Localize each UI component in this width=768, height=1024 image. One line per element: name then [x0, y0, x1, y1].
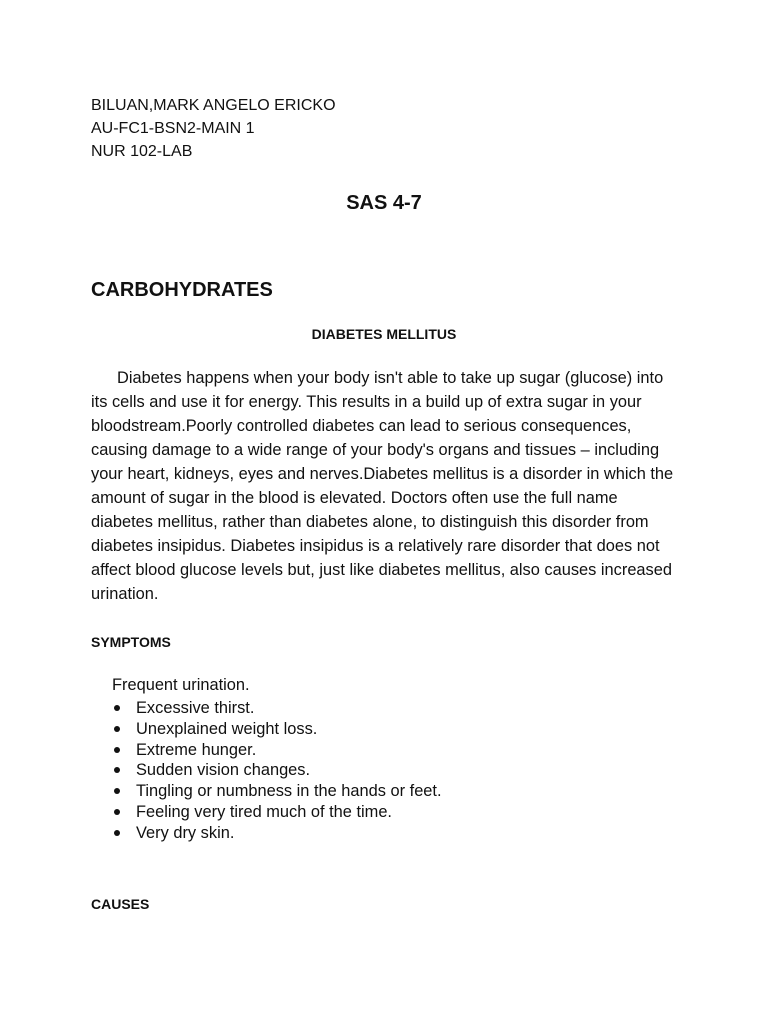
- bullet-icon: [114, 788, 120, 794]
- bullet-icon: [114, 809, 120, 815]
- list-item: [112, 760, 442, 781]
- symptoms-heading: SYMPTOMS: [91, 634, 171, 650]
- document-title: SAS 4-7: [346, 192, 422, 214]
- list-item-text: Sudden vision changes.: [136, 761, 311, 780]
- student-section: AU-FC1-BSN2-MAIN 1: [91, 120, 255, 137]
- list-item: [112, 802, 442, 823]
- course-code: NUR 102-LAB: [91, 143, 193, 160]
- symptom-first-item: Frequent urination.: [112, 676, 250, 694]
- bullet-icon: [114, 726, 120, 732]
- list-item-text: Extreme hunger.: [136, 740, 257, 759]
- list-item-text: Unexplained weight loss.: [136, 719, 318, 738]
- body-paragraph: Diabetes happens when your body isn't able to take up sugar (glucose) into its cells and use it for energy. This results in a build up of extra sugar in your bloodstream.Poorly controlled diabetes can lead to serious consequences, causing damage to a wide range of your body's organs and tissues – including your heart, kidneys, eyes and nerves.Diabetes mellitus is a disorder in which the amount of sugar in the blood is elevated. Doctors often use the full name diabetes mellitus, rather than diabetes alone, to distinguish this disorder from diabetes insipidus. Diabetes insipidus is a relatively rare disorder that does not affect blood glucose levels but, just like diabetes mellitus, also causes increased urination.: [91, 369, 674, 603]
- student-info: [91, 94, 336, 163]
- topic-heading: CARBOHYDRATES: [91, 279, 273, 301]
- bullet-icon: [114, 830, 120, 836]
- list-item-text: Excessive thirst.: [136, 699, 255, 717]
- subtopic-heading: DIABETES MELLITUS: [311, 326, 457, 342]
- list-item: [112, 698, 442, 719]
- list-item: [112, 719, 442, 740]
- list-item-text: Tingling or numbness in the hands or feet.: [136, 782, 442, 801]
- bullet-icon: [114, 747, 120, 753]
- student-name: BILUAN,MARK ANGELO ERICKO: [91, 97, 336, 114]
- list-item: [112, 740, 442, 761]
- symptoms-list: [112, 698, 442, 844]
- list-item: [112, 823, 442, 844]
- list-item-text: Feeling very tired much of the time.: [136, 802, 392, 821]
- list-item: [112, 781, 442, 802]
- bullet-icon: [114, 767, 120, 773]
- bullet-icon: [114, 705, 120, 711]
- causes-heading: CAUSES: [91, 896, 150, 912]
- list-item-text: Very dry skin.: [136, 823, 235, 842]
